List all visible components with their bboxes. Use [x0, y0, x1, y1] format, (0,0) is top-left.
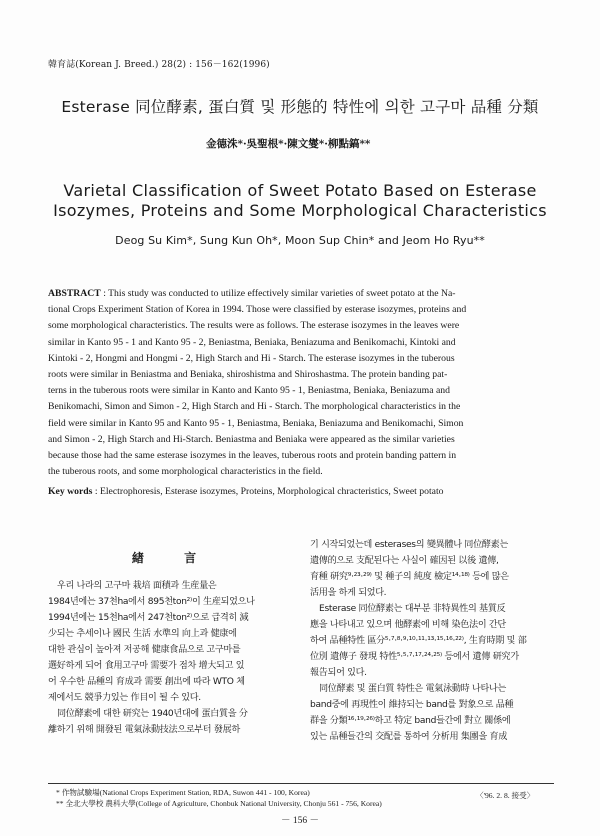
abstract-line: roots were similar in Beniastma and Beniaka, shiroshistma and Shiroshastma. The protein banding pat- — [48, 369, 448, 381]
abstract — [48, 286, 554, 480]
abstract-line: the tuberous roots, and some morphological characteristics in the field. — [48, 466, 323, 478]
korean-title: Esterase 同位酵素, 蛋白質 및 形態的 特性에 의한 고구마 品種 分類 — [61, 98, 539, 116]
abstract-label: ABSTRACT — [48, 288, 101, 299]
text-line: 어 우수한 品種의 育成과 需要 創出에 따라 WTO 체 — [48, 677, 245, 687]
right-text-column — [310, 537, 554, 745]
text-line: 1984년에는 37천ha에서 895천ton²⁾이 生産되었으나 — [48, 597, 255, 607]
abstract-line: ABSTRACT : This study was conducted to utilize effectively similar varieties of sweet potato at the Na- — [48, 288, 456, 299]
text-line: 하여 品種特性 區分⁵·⁷·⁸·⁹·¹⁰·¹¹·¹³·¹⁵·¹⁶·²²⁾, 生育時期 및 部 — [310, 636, 527, 646]
text-line: Esterase 同位酵素는 대부분 非特異性의 基質反 — [319, 604, 506, 614]
journal-citation: 韓育誌(Korean J. Breed.) 28(2) : 156－162(1996) — [48, 60, 270, 70]
left-text-column — [48, 578, 300, 738]
abstract-line: terns in the tuberous roots were similar in Kanto and Kanto 95 - 1, Beniastma, Beniaka, Beniazuma and — [48, 385, 450, 397]
text-line: 報告되어 있다. — [310, 668, 367, 678]
text-line: 우리 나라의 고구마 栽培 面積과 生産量은 — [57, 581, 217, 591]
section-heading-introduction: 緖 言 — [131, 551, 215, 565]
keywords-text: : Electrophoresis, Esterase isozymes, Proteins, Morphological chracteristics, Sweet potato — [92, 486, 444, 497]
abstract-line: some morphological characteristics. The results were as follows. The esterase isozymes in the leaves were — [48, 320, 460, 332]
text-line: 있는 品種들간의 交配를 통하여 分析用 集團을 育成 — [310, 732, 508, 742]
abstract-line: because those had the same esterase isozymes in the leaves, tuberous roots and protein banding pattern in — [48, 450, 457, 462]
text-line: 1994년에는 15천ha에서 247천ton²⁾으로 급격히 減 — [48, 613, 249, 623]
text-line: band중에 再現性이 維持되는 band를 對象으로 品種 — [310, 700, 514, 710]
keywords-label: Key words — [48, 486, 93, 497]
text-line: 群을 分類¹⁶·¹⁹·²⁶⁾하고 特定 band들간에 對立 關係에 — [310, 716, 511, 726]
abstract-line: tional Crops Experiment Station of Korea in 1994. Those were classified by esterase isozymes, proteins and — [48, 304, 467, 316]
text-line: 離하기 위해 開發된 電氣泳動技法으로부터 發展하 — [48, 725, 240, 735]
text-line: 同位酵素 및 蛋白質 特性은 電氣泳動時 나타나는 — [319, 684, 506, 694]
text-line: 少되는 추세이나 國民 生活 水準의 向上과 健康에 — [48, 629, 237, 639]
text-line: 選好하게 되어 食用고구마 需要가 점차 增大되고 있 — [48, 661, 245, 671]
page-number: － 156 － — [280, 816, 319, 826]
text-line: 기 시작되었는데 esterases의 變異體나 同位酵素는 — [310, 540, 508, 550]
keywords — [48, 486, 568, 497]
text-line: 遺傳的으로 支配된다는 사실이 確因된 以後 遺傳, — [310, 556, 499, 566]
english-title — [0, 181, 600, 221]
text-line: 育種 研究⁹·²³·²⁹⁾ 및 種子의 純度 檢定¹⁴·¹⁸⁾ 등에 많은 — [310, 572, 509, 582]
text-line: 應을 나타내고 있으며 他酵素에 비해 染色法이 간단 — [310, 620, 506, 630]
abstract-line: and Simon - 2, High Starch and Hi-Starch. Beniastma and Beniaka were appeared as the similar varieties — [48, 433, 455, 445]
english-authors: Deog Su Kim*, Sung Kun Oh*, Moon Sup Chin* and Jeom Ho Ryu** — [115, 234, 485, 247]
text-line: 活用을 하게 되었다. — [310, 588, 387, 598]
abstract-line: similar in Kanto 95 - 1 and Kanto 95 - 2, Beniastma, Beniaka, Beniazuma and Benikomachi, Kintoki and — [48, 336, 456, 348]
abstract-line: Kintoki - 2, Hongmi and Hongmi - 2, High Starch and Hi - Starch. The esterase isozymes in the tuberous — [48, 352, 455, 364]
english-title-line-1: Varietal Classification of Sweet Potato Based on Esterase — [63, 181, 537, 200]
received-date: 〈'96. 2. 8. 接受〉 — [476, 791, 535, 800]
text-line: 同位酵素에 대한 研究는 1940년대에 蛋白質을 分 — [57, 709, 248, 719]
korean-authors: 金德洙*·吳聖根*·陳文燮*·柳點鎬** — [206, 138, 371, 150]
abstract-line: field were similar in Kanto 95 and Kanto 95 - 1, Beniastma, Beniaka, Beniazuma and Benikomachi, Simon — [48, 417, 464, 429]
abstract-line: Benikomachi, Simon and Simon - 2, High Starch and Hi - Starch. The morphological characteristics in the — [48, 401, 461, 413]
footnote-divider — [48, 783, 554, 784]
text-line: 位別 遺傳子 發現 特性⁵·⁵·⁷·¹⁷·²⁴·²⁵⁾ 등에서 遺傳 研究가 — [310, 652, 519, 662]
text-line: 대한 관심이 높아져 저공해 健康食品으로 고구마를 — [48, 645, 241, 655]
footnote-1: * 作物試驗場(National Crops Experiment Station, RDA, Suwon 441 - 100, Korea) — [56, 788, 310, 797]
footnote-2: ** 全北大學校 農科大學(College of Agriculture, Chonbuk National University, Chonju 561 - 756, Korea) — [56, 799, 382, 808]
english-title-line-2: Isozymes, Proteins and Some Morphological Characteristics — [53, 201, 547, 220]
text-line: 제에서도 競爭力있는 作目이 될 수 있다. — [48, 693, 201, 703]
